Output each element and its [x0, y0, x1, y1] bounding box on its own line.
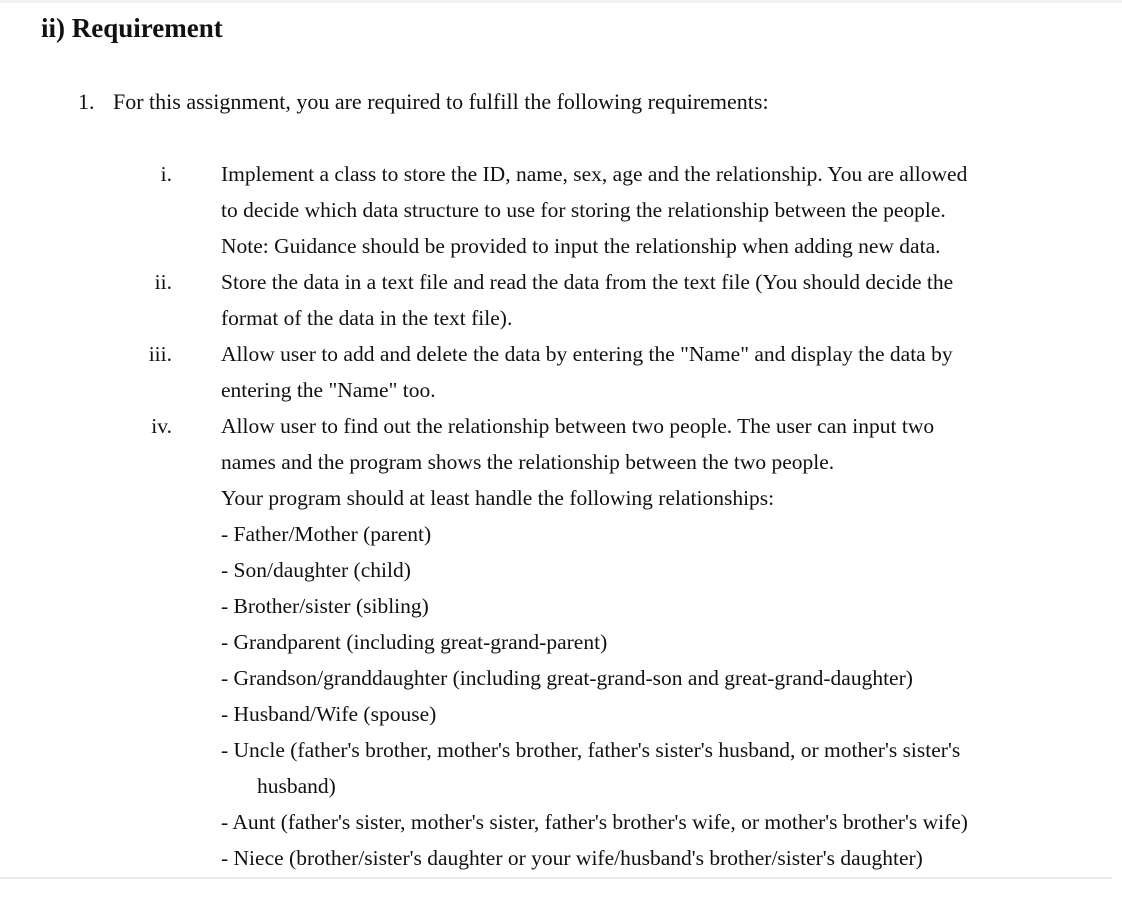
text-line: Your program should at least handle the following relationships:	[221, 486, 775, 510]
text-line: entering the "Name" too.	[221, 378, 436, 402]
text-line: Note: Guidance should be provided to input the relationship when adding new data.	[221, 234, 941, 258]
item-iv-text	[221, 408, 968, 876]
item-iii-text	[221, 336, 953, 408]
relationship-item: - Uncle (father's brother, mother's brother, father's sister's husband, or mother's sister's	[221, 738, 961, 762]
item-ii-text	[221, 264, 953, 336]
relationship-item: - Niece (brother/sister's daughter or your wife/husband's brother/sister's daughter)	[221, 846, 923, 870]
text-line: Allow user to find out the relationship between two people. The user can input two	[221, 414, 935, 438]
relationship-item: - Husband/Wife (spouse)	[221, 702, 437, 726]
top-divider	[0, 0, 1122, 3]
relationship-item: - Brother/sister (sibling)	[221, 594, 429, 618]
text-line: Allow user to add and delete the data by entering the "Name" and display the data by	[221, 342, 953, 366]
relationship-item-continuation: husband)	[257, 774, 336, 798]
item-numeral-iii: iii.	[148, 342, 172, 366]
item-i-text	[221, 156, 967, 264]
requirement-intro	[78, 86, 769, 118]
item-numeral-iv: iv.	[151, 414, 172, 438]
relationship-item: - Son/daughter (child)	[221, 558, 411, 582]
relationship-item: - Grandparent (including great-grand-parent)	[221, 630, 608, 654]
item-numeral-i: i.	[160, 162, 172, 186]
text-line: to decide which data structure to use for storing the relationship between the people.	[221, 198, 946, 222]
requirement-text: For this assignment, you are required to fulfill the following requirements:	[113, 89, 769, 114]
requirement-number: 1.	[78, 89, 95, 114]
text-line: names and the program shows the relationship between the two people.	[221, 450, 835, 474]
section-heading: ii) Requirement	[41, 13, 223, 43]
bottom-divider	[0, 877, 1112, 879]
text-line: Store the data in a text file and read the data from the text file (You should decide the	[221, 270, 954, 294]
relationship-item: - Grandson/granddaughter (including great-grand-son and great-grand-daughter)	[221, 666, 913, 690]
text-line: Implement a class to store the ID, name, sex, age and the relationship. You are allowed	[221, 162, 968, 186]
relationship-item: - Aunt (father's sister, mother's sister, father's brother's wife, or mother's brother's wife)	[221, 810, 968, 834]
item-numeral-ii: ii.	[154, 270, 172, 294]
relationship-item: - Father/Mother (parent)	[221, 522, 432, 546]
text-line: format of the data in the text file).	[221, 306, 513, 330]
